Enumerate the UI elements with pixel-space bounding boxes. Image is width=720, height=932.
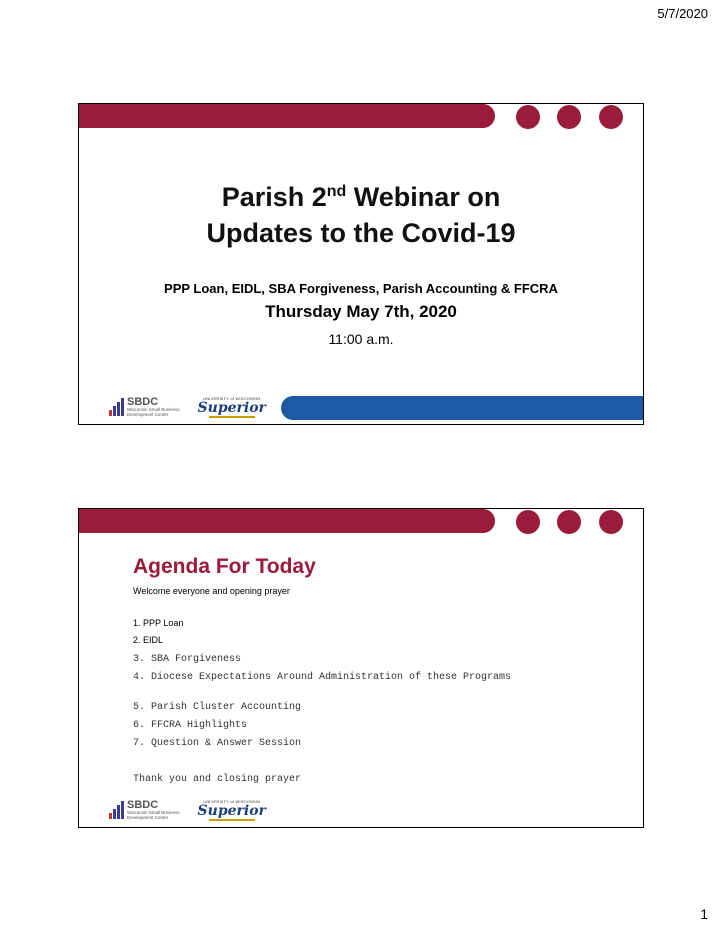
- agenda-slide: [78, 508, 644, 828]
- title-line1-part-a: Parish 2: [221, 182, 327, 212]
- footer-logos: [109, 395, 266, 419]
- accent-dot: [557, 510, 581, 534]
- superior-name: Superior: [197, 399, 266, 416]
- slide-title: [79, 174, 643, 251]
- superior-logo: [198, 800, 266, 821]
- agenda-welcome: Welcome everyone and opening prayer: [133, 586, 290, 596]
- bottom-accent-bar: [281, 396, 643, 420]
- sbdc-logo: [109, 397, 180, 417]
- sbdc-bars-icon: [109, 398, 124, 416]
- title-slide: [78, 103, 644, 425]
- webinar-time: 11:00 a.m.: [328, 331, 394, 347]
- sbdc-bars-icon: [109, 801, 124, 819]
- sbdc-subtitle-1: Wisconsin Small Business: [127, 407, 180, 412]
- superior-logo: [198, 397, 266, 418]
- accent-dot: [599, 105, 623, 129]
- agenda-item: 5. Parish Cluster Accounting: [133, 702, 302, 713]
- accent-dot: [557, 105, 581, 129]
- superior-underline: [209, 819, 255, 821]
- agenda-closing: Thank you and closing prayer: [133, 774, 302, 785]
- agenda-item: 2. EIDL: [133, 635, 164, 645]
- superior-underline: [209, 416, 255, 418]
- top-accent-bar: [79, 104, 495, 128]
- agenda-item: 4. Diocese Expectations Around Administration of these Programs: [133, 672, 512, 683]
- superior-top-text: UNIVERSITY of WISCONSIN: [203, 798, 261, 804]
- superior-top-text: UNIVERSITY of WISCONSIN: [203, 395, 261, 401]
- footer-logos: [109, 798, 266, 822]
- webinar-date: Thursday May 7th, 2020: [265, 302, 457, 321]
- agenda-item: 6. FFCRA Highlights: [133, 720, 248, 731]
- sbdc-logo: [109, 800, 180, 820]
- agenda-item: 3. SBA Forgiveness: [133, 654, 242, 665]
- title-line2: Updates to the Covid-19: [206, 218, 516, 248]
- superior-name: Superior: [197, 802, 266, 819]
- sbdc-name: SBDC: [127, 396, 159, 408]
- title-line1-part-b: Webinar on: [346, 182, 501, 212]
- accent-dot: [516, 105, 540, 129]
- slide-subtitle: PPP Loan, EIDL, SBA Forgiveness, Parish Accounting & FFCRA: [164, 281, 558, 296]
- sbdc-name: SBDC: [127, 799, 159, 811]
- top-accent-bar: [79, 509, 495, 533]
- page-number: 1: [700, 906, 708, 922]
- agenda-title: Agenda For Today: [133, 555, 316, 578]
- title-superscript: nd: [326, 183, 347, 200]
- header-date: 5/7/2020: [657, 6, 708, 21]
- sbdc-subtitle-2: Development Center: [127, 411, 169, 417]
- accent-dot: [599, 510, 623, 534]
- agenda-item: 7. Question & Answer Session: [133, 738, 302, 749]
- sbdc-subtitle-1: Wisconsin Small Business: [127, 810, 180, 815]
- agenda-item: 1. PPP Loan: [133, 618, 184, 628]
- sbdc-subtitle-2: Development Center: [127, 814, 169, 820]
- accent-dot: [516, 510, 540, 534]
